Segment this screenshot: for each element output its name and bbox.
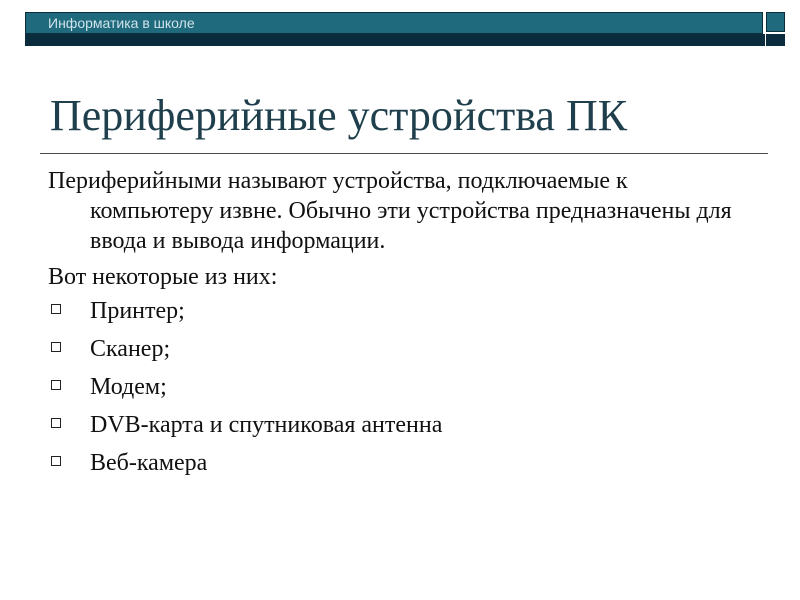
square-bullet-icon <box>51 304 61 314</box>
square-bullet-icon <box>51 342 61 352</box>
header-square-decoration <box>766 12 785 32</box>
list-item <box>48 296 748 326</box>
page-title: Периферийные устройства ПК <box>50 91 628 140</box>
title-divider <box>40 153 768 154</box>
header-bar-shadow <box>25 34 765 46</box>
list-item-label: Веб-камера <box>90 450 208 476</box>
list-item-label: DVB-карта и спутниковая антенна <box>90 412 443 438</box>
list-item-label: Принтер; <box>90 298 185 324</box>
header-title: Информатика в школе <box>48 15 195 31</box>
list-item-label: Сканер; <box>90 336 171 362</box>
header-square-shadow <box>766 34 785 46</box>
list-item <box>48 372 748 402</box>
square-bullet-icon <box>51 418 61 428</box>
slide-body <box>48 166 748 478</box>
list-item <box>48 448 748 478</box>
device-list <box>48 296 748 478</box>
list-item-label: Модем; <box>90 374 167 400</box>
square-bullet-icon <box>51 456 61 466</box>
list-item <box>48 410 748 440</box>
definition-paragraph: Периферийными называют устройства, подключаемые к компьютеру извне. Обычно эти устройства предназначены для ввода и вывода информации. <box>48 168 732 254</box>
list-intro: Вот некоторые из них: <box>48 264 278 290</box>
square-bullet-icon <box>51 380 61 390</box>
list-item <box>48 334 748 364</box>
